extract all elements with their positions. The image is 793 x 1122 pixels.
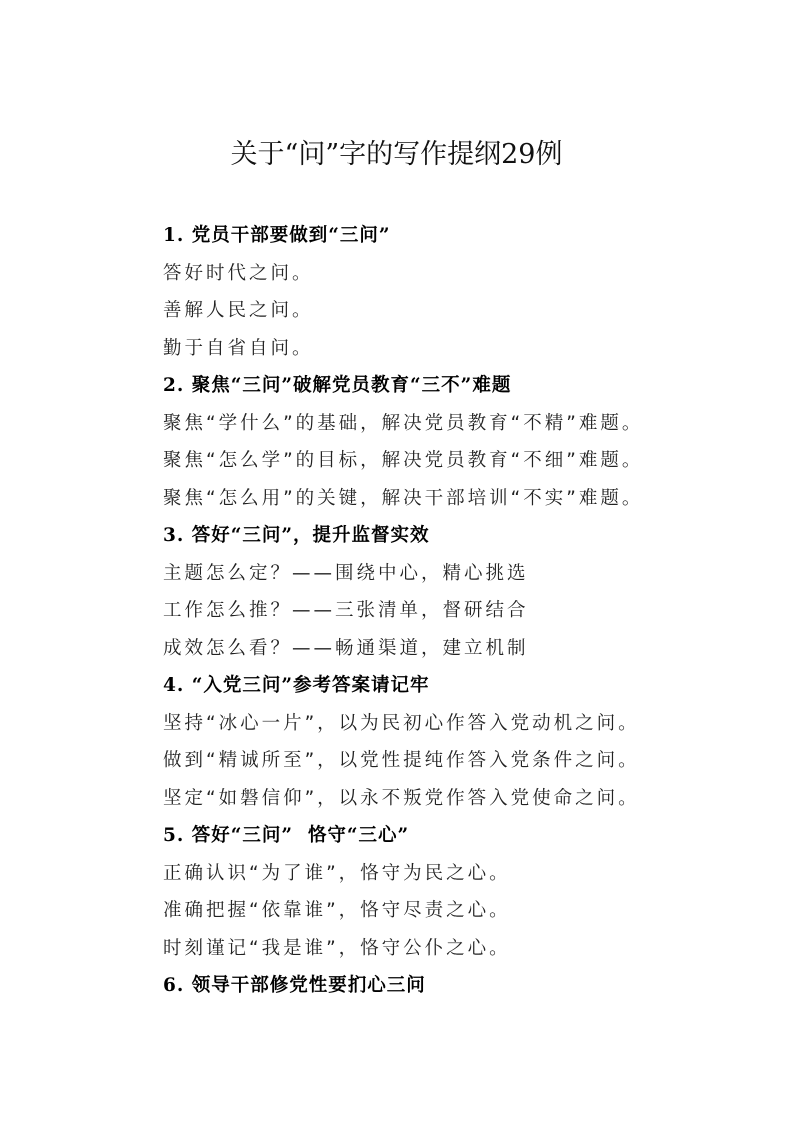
section-2-line-2: 聚焦“怎么学”的目标，解决党员教育“不细”难题。 — [163, 450, 644, 471]
section-5-line-2: 准确把握“依靠谁”，恪守尽责之心。 — [163, 900, 511, 921]
section-2-line-3: 聚焦“怎么用”的关键，解决干部培训“不实”难题。 — [163, 487, 644, 509]
section-4-line-2: 做到“精诚所至”，以党性提纯作答入党条件之问。 — [163, 750, 640, 771]
section-2-line-1: 聚焦“学什么”的基础，解决党员教育“不精”难题。 — [163, 412, 644, 434]
section-heading-6: 6. 领导干部修党性要扪心三问 — [163, 975, 426, 996]
section-heading-1: 1. 党员干部要做到“三问” — [163, 225, 391, 246]
section-heading-3: 3. 答好“三问”，提升监督实效 — [163, 525, 430, 546]
section-3-line-3: 成效怎么看？——畅通渠道，建立机制 — [163, 637, 529, 659]
section-heading-4: 4. “入党三问”参考答案请记牢 — [163, 675, 430, 696]
section-heading-2: 2. 聚焦“三问”破解党员教育“三不”难题 — [163, 375, 512, 396]
document-body — [163, 217, 723, 1005]
section-1-line-3: 勤于自省自问。 — [163, 337, 314, 359]
section-heading-5: 5. 答好“三问” 恪守“三心” — [163, 825, 410, 846]
section-3-line-2: 工作怎么推？——三张清单，督研结合 — [163, 600, 529, 621]
section-4-line-3: 坚定“如磐信仰”，以永不叛党作答入党使命之问。 — [163, 787, 640, 809]
document-title: 关于“问”字的写作提纲29例 — [230, 139, 563, 170]
section-1-line-2: 善解人民之问。 — [163, 300, 314, 321]
section-3-line-1: 主题怎么定？——围绕中心，精心挑选 — [163, 562, 529, 584]
section-1-line-1: 答好时代之问。 — [163, 262, 314, 284]
section-5-line-3: 时刻谨记“我是谁”，恪守公仆之心。 — [163, 937, 511, 959]
section-4-line-1: 坚持“冰心一片”，以为民初心作答入党动机之问。 — [163, 712, 640, 734]
section-5-line-1: 正确认识“为了谁”，恪守为民之心。 — [163, 862, 511, 884]
